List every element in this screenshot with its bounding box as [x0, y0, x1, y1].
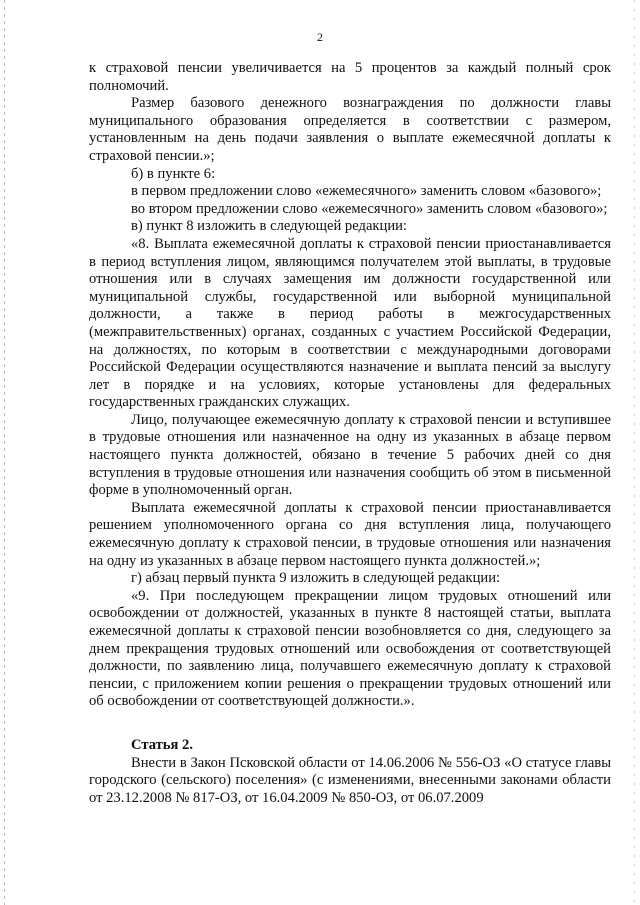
- scan-edge-left: [4, 0, 5, 905]
- article-heading: Статья 2.: [131, 736, 193, 753]
- paragraph: Внести в Закон Псковской области от 14.06.2006 № 556-ОЗ «О статусе главы городского (сельского) поселения» (с изменениями, внесенными законами области от 23.12.2008 № 817-ОЗ, от 16.04.2009 № 850-ОЗ, от 06.07.2009: [89, 754, 611, 806]
- spacer: [89, 711, 611, 737]
- paragraph: во втором предложении слово «ежемесячного» заменить словом «базового»;: [131, 200, 608, 217]
- paragraph: Выплата ежемесячной доплаты к страховой пенсии приостанавливается решением уполномоченного органа со дня вступления лица, получающего ежемесячную доплату к страховой пенсии, в трудовые отношения или назначения на одну из указанных в абзаце первом настоящего пункта должностей.»;: [89, 499, 611, 569]
- scan-edge-right: [634, 0, 635, 905]
- paragraph: в первом предложении слово «ежемесячного» заменить словом «базового»;: [131, 183, 602, 200]
- page-number: 2: [317, 30, 323, 44]
- paragraph: Размер базового денежного вознаграждения по должности главы муниципального образования определяется в соответствии с размером, установленным на день подачи заявления о выплате ежемесячной доплаты к страховой пенсии.»;: [89, 95, 611, 164]
- paragraph: Лицо, получающее ежемесячную доплату к страховой пенсии и вступившее в трудовые отношения или назначенное на одну из указанных в абзаце первом настоящего пункта должностей, обязано в течение 5 рабочих дней со дня вступления в трудовые отношения или назначения сообщить об этом в письменной форме в уполномоченный орган.: [89, 411, 611, 499]
- document-body: [89, 60, 611, 807]
- paragraph: «9. При последующем прекращении лицом трудовых отношений или освобождении от должностей, указанных в пункте 8 настоящей статьи, выплата ежемесячной доплаты к страховой пенсии возобновляется со дня, следующего за днем прекращения трудовых отношений или освобождения от соответствующей должности, по заявлению лица, получавшего ежемесячную доплату к страховой пенсии, с приложением копии решения о прекращении трудовых отношений или об освобождении от соответствующей должности.».: [89, 587, 611, 710]
- paragraph: в) пункт 8 изложить в следующей редакции:: [131, 218, 407, 235]
- paragraph: б) в пункте 6:: [131, 165, 216, 182]
- paragraph: к страховой пенсии увеличивается на 5 процентов за каждый полный срок полномочий.: [89, 60, 611, 94]
- paragraph: г) абзац первый пункта 9 изложить в следующей редакции:: [131, 570, 501, 587]
- paragraph: «8. Выплата ежемесячной доплаты к страховой пенсии приостанавливается в период вступления лицом, являющимся получателем этой выплаты, в трудовые отношения или в случаях замещения им должности государственной или муниципальной службы, государственной или выборной муниципальной должности, а также в период работы в межгосударственных (межправительственных) органах, созданных с участием Российской Федерации, на должностях, по которым в соответствии с международными договорами Российской Федерации осуществляются назначение и выплата пенсий за выслугу лет в порядке и на условиях, которые установлены для федеральных государственных гражданских служащих.: [89, 235, 611, 411]
